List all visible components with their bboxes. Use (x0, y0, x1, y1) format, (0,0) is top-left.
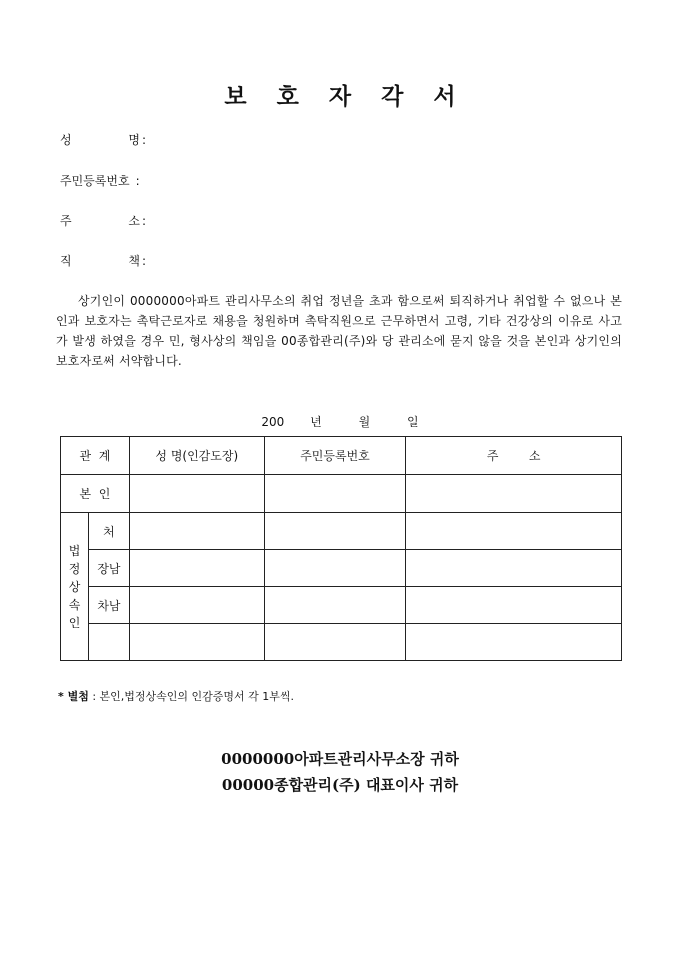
date-year-unit: 년 (310, 415, 322, 429)
table-row-heir (61, 587, 622, 624)
heir-address-cell[interactable] (406, 513, 622, 550)
title-char: 보 (224, 83, 247, 110)
title-char: 호 (276, 83, 299, 110)
date-month-unit: 월 (358, 415, 371, 429)
heir-relation-label: 처 (88, 513, 129, 550)
address-colon: : (142, 214, 147, 228)
self-name-cell[interactable] (129, 475, 264, 513)
addressee-line-1: 0000000아파트관리사무소장 귀하 (221, 750, 459, 768)
date-line (0, 413, 680, 430)
heir-name-cell[interactable] (129, 513, 264, 550)
table-row-self (61, 475, 622, 513)
header-relation: 관 계 (61, 437, 130, 475)
table-row-heir (61, 550, 622, 587)
heir-relation-label: 장남 (88, 550, 129, 587)
date-day-unit: 일 (406, 415, 419, 429)
guardian-table (60, 436, 622, 661)
attachment-note (58, 688, 294, 704)
address-field (60, 213, 146, 229)
self-address-cell[interactable] (406, 475, 622, 513)
heir-relation-label[interactable] (88, 624, 129, 661)
rrn-label: 주민등록번호 (60, 174, 130, 188)
title-char: 자 (328, 83, 352, 110)
name-field (60, 132, 146, 148)
addressee-line-2: 00000종합관리(주) 대표이사 귀하 (221, 776, 459, 794)
table-row-heir (61, 624, 622, 661)
heir-name-cell[interactable] (129, 550, 264, 587)
rrn-field (60, 173, 140, 189)
name-colon: : (142, 133, 147, 147)
rrn-colon: : (135, 174, 140, 188)
position-field (60, 253, 146, 269)
heir-rrn-cell[interactable] (264, 550, 406, 587)
position-label: 직 책 (60, 254, 140, 268)
title-char: 각 (381, 83, 404, 110)
address-label: 주 소 (60, 214, 140, 228)
heir-address-cell[interactable] (406, 587, 622, 624)
heir-group-label: 법 정 상 속 인 (61, 513, 89, 661)
heir-relation-label: 차남 (88, 587, 129, 624)
self-rrn-cell[interactable] (264, 475, 406, 513)
heir-rrn-cell[interactable] (264, 513, 406, 550)
heir-name-cell[interactable] (129, 587, 264, 624)
heir-name-cell[interactable] (129, 624, 264, 661)
statement-paragraph: 상기인이 0000000아파트 관리사무소의 취업 정년을 초과 함으로써 퇴직하거나 취업할 수 없으나 본인과 보호자는 촉탁근로자로 채용을 청원하며 촉탁직원으로 근무하면서 고령, 기타 건강상의 이유로 사고가 발생 하였을 경우 민, 형사상의 책임을 00종합관리(주)와 당 관리소에 묻지 않을 것을 본인과 상기인의 보호자로써 서약합니다. (56, 294, 622, 368)
header-name-seal: 성 명(인감도장) (129, 437, 264, 475)
header-address: 주 소 (406, 437, 622, 475)
heir-address-cell[interactable] (406, 624, 622, 661)
heir-address-cell[interactable] (406, 550, 622, 587)
date-year: 200 (261, 415, 285, 429)
document-title (0, 78, 680, 111)
heir-rrn-cell[interactable] (264, 624, 406, 661)
position-colon: : (142, 254, 147, 268)
header-rrn: 주민등록번호 (264, 437, 406, 475)
attachment-text: : 본인,법정상속인의 인감증명서 각 1부씩. (88, 690, 295, 703)
table-row-heir (61, 513, 622, 550)
table-header-row (61, 437, 622, 475)
title-char: 서 (433, 83, 456, 110)
heir-rrn-cell[interactable] (264, 587, 406, 624)
attachment-bullet: * 별첨 (58, 690, 89, 703)
self-label: 본 인 (61, 475, 130, 513)
name-label: 성 명 (60, 133, 140, 147)
